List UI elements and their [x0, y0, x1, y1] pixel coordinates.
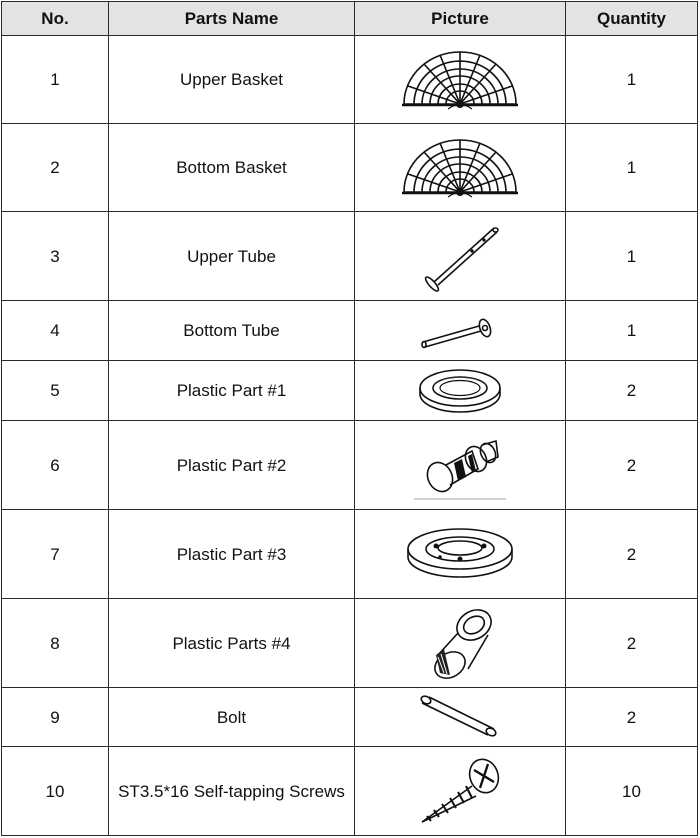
long-tube-icon [410, 218, 510, 294]
cell-quantity: 10 [566, 747, 698, 836]
self-tapping-screw-icon [410, 752, 510, 830]
cell-no: 10 [2, 747, 109, 836]
header-row [2, 2, 698, 36]
parts-table [1, 1, 698, 836]
cell-no: 9 [2, 688, 109, 747]
header-no: No. [2, 2, 109, 36]
table-row [2, 212, 698, 301]
table-row [2, 599, 698, 688]
cell-no: 6 [2, 421, 109, 510]
cell-parts-name: Bolt [109, 688, 355, 747]
cell-no: 2 [2, 124, 109, 212]
cell-parts-name: Plastic Part #3 [109, 510, 355, 599]
header-quantity: Quantity [566, 2, 698, 36]
cell-quantity: 2 [566, 510, 698, 599]
header-picture: Picture [355, 2, 566, 36]
basket-half-icon [400, 48, 520, 112]
cell-picture [355, 510, 566, 599]
table-row [2, 747, 698, 836]
cell-parts-name: Bottom Tube [109, 301, 355, 361]
cell-quantity: 1 [566, 301, 698, 361]
cell-no: 8 [2, 599, 109, 688]
cell-quantity: 1 [566, 212, 698, 301]
cell-picture [355, 421, 566, 510]
basket-half-icon [400, 136, 520, 200]
table-row [2, 36, 698, 124]
cell-picture [355, 361, 566, 421]
cell-quantity: 2 [566, 421, 698, 510]
table-row [2, 361, 698, 421]
short-tube-icon [415, 310, 505, 352]
cell-parts-name: Plastic Part #1 [109, 361, 355, 421]
cell-quantity: 2 [566, 599, 698, 688]
cell-quantity: 2 [566, 361, 698, 421]
cell-quantity: 1 [566, 36, 698, 124]
cell-parts-name: ST3.5*16 Self-tapping Screws [109, 747, 355, 836]
plastic-connector-icon [410, 429, 510, 501]
table-row [2, 124, 698, 212]
cell-no: 3 [2, 212, 109, 301]
cell-parts-name: Plastic Part #2 [109, 421, 355, 510]
cell-quantity: 2 [566, 688, 698, 747]
cell-no: 7 [2, 510, 109, 599]
cell-parts-name: Bottom Basket [109, 124, 355, 212]
cell-picture [355, 301, 566, 361]
cell-parts-name: Upper Basket [109, 36, 355, 124]
cell-picture [355, 747, 566, 836]
cell-parts-name: Plastic Parts #4 [109, 599, 355, 688]
cell-picture [355, 36, 566, 124]
cell-quantity: 1 [566, 124, 698, 212]
bolt-pin-icon [410, 691, 510, 743]
cell-picture [355, 599, 566, 688]
cell-no: 1 [2, 36, 109, 124]
flange-ring-icon [400, 525, 520, 583]
cell-picture [355, 124, 566, 212]
cell-parts-name: Upper Tube [109, 212, 355, 301]
table-row [2, 421, 698, 510]
knurled-cylinder-icon [410, 603, 510, 683]
cell-picture [355, 212, 566, 301]
table-row [2, 301, 698, 361]
cell-picture [355, 688, 566, 747]
header-parts-name: Parts Name [109, 2, 355, 36]
ring-bearing-icon [410, 366, 510, 416]
cell-no: 5 [2, 361, 109, 421]
table-row [2, 510, 698, 599]
cell-no: 4 [2, 301, 109, 361]
table-row [2, 688, 698, 747]
